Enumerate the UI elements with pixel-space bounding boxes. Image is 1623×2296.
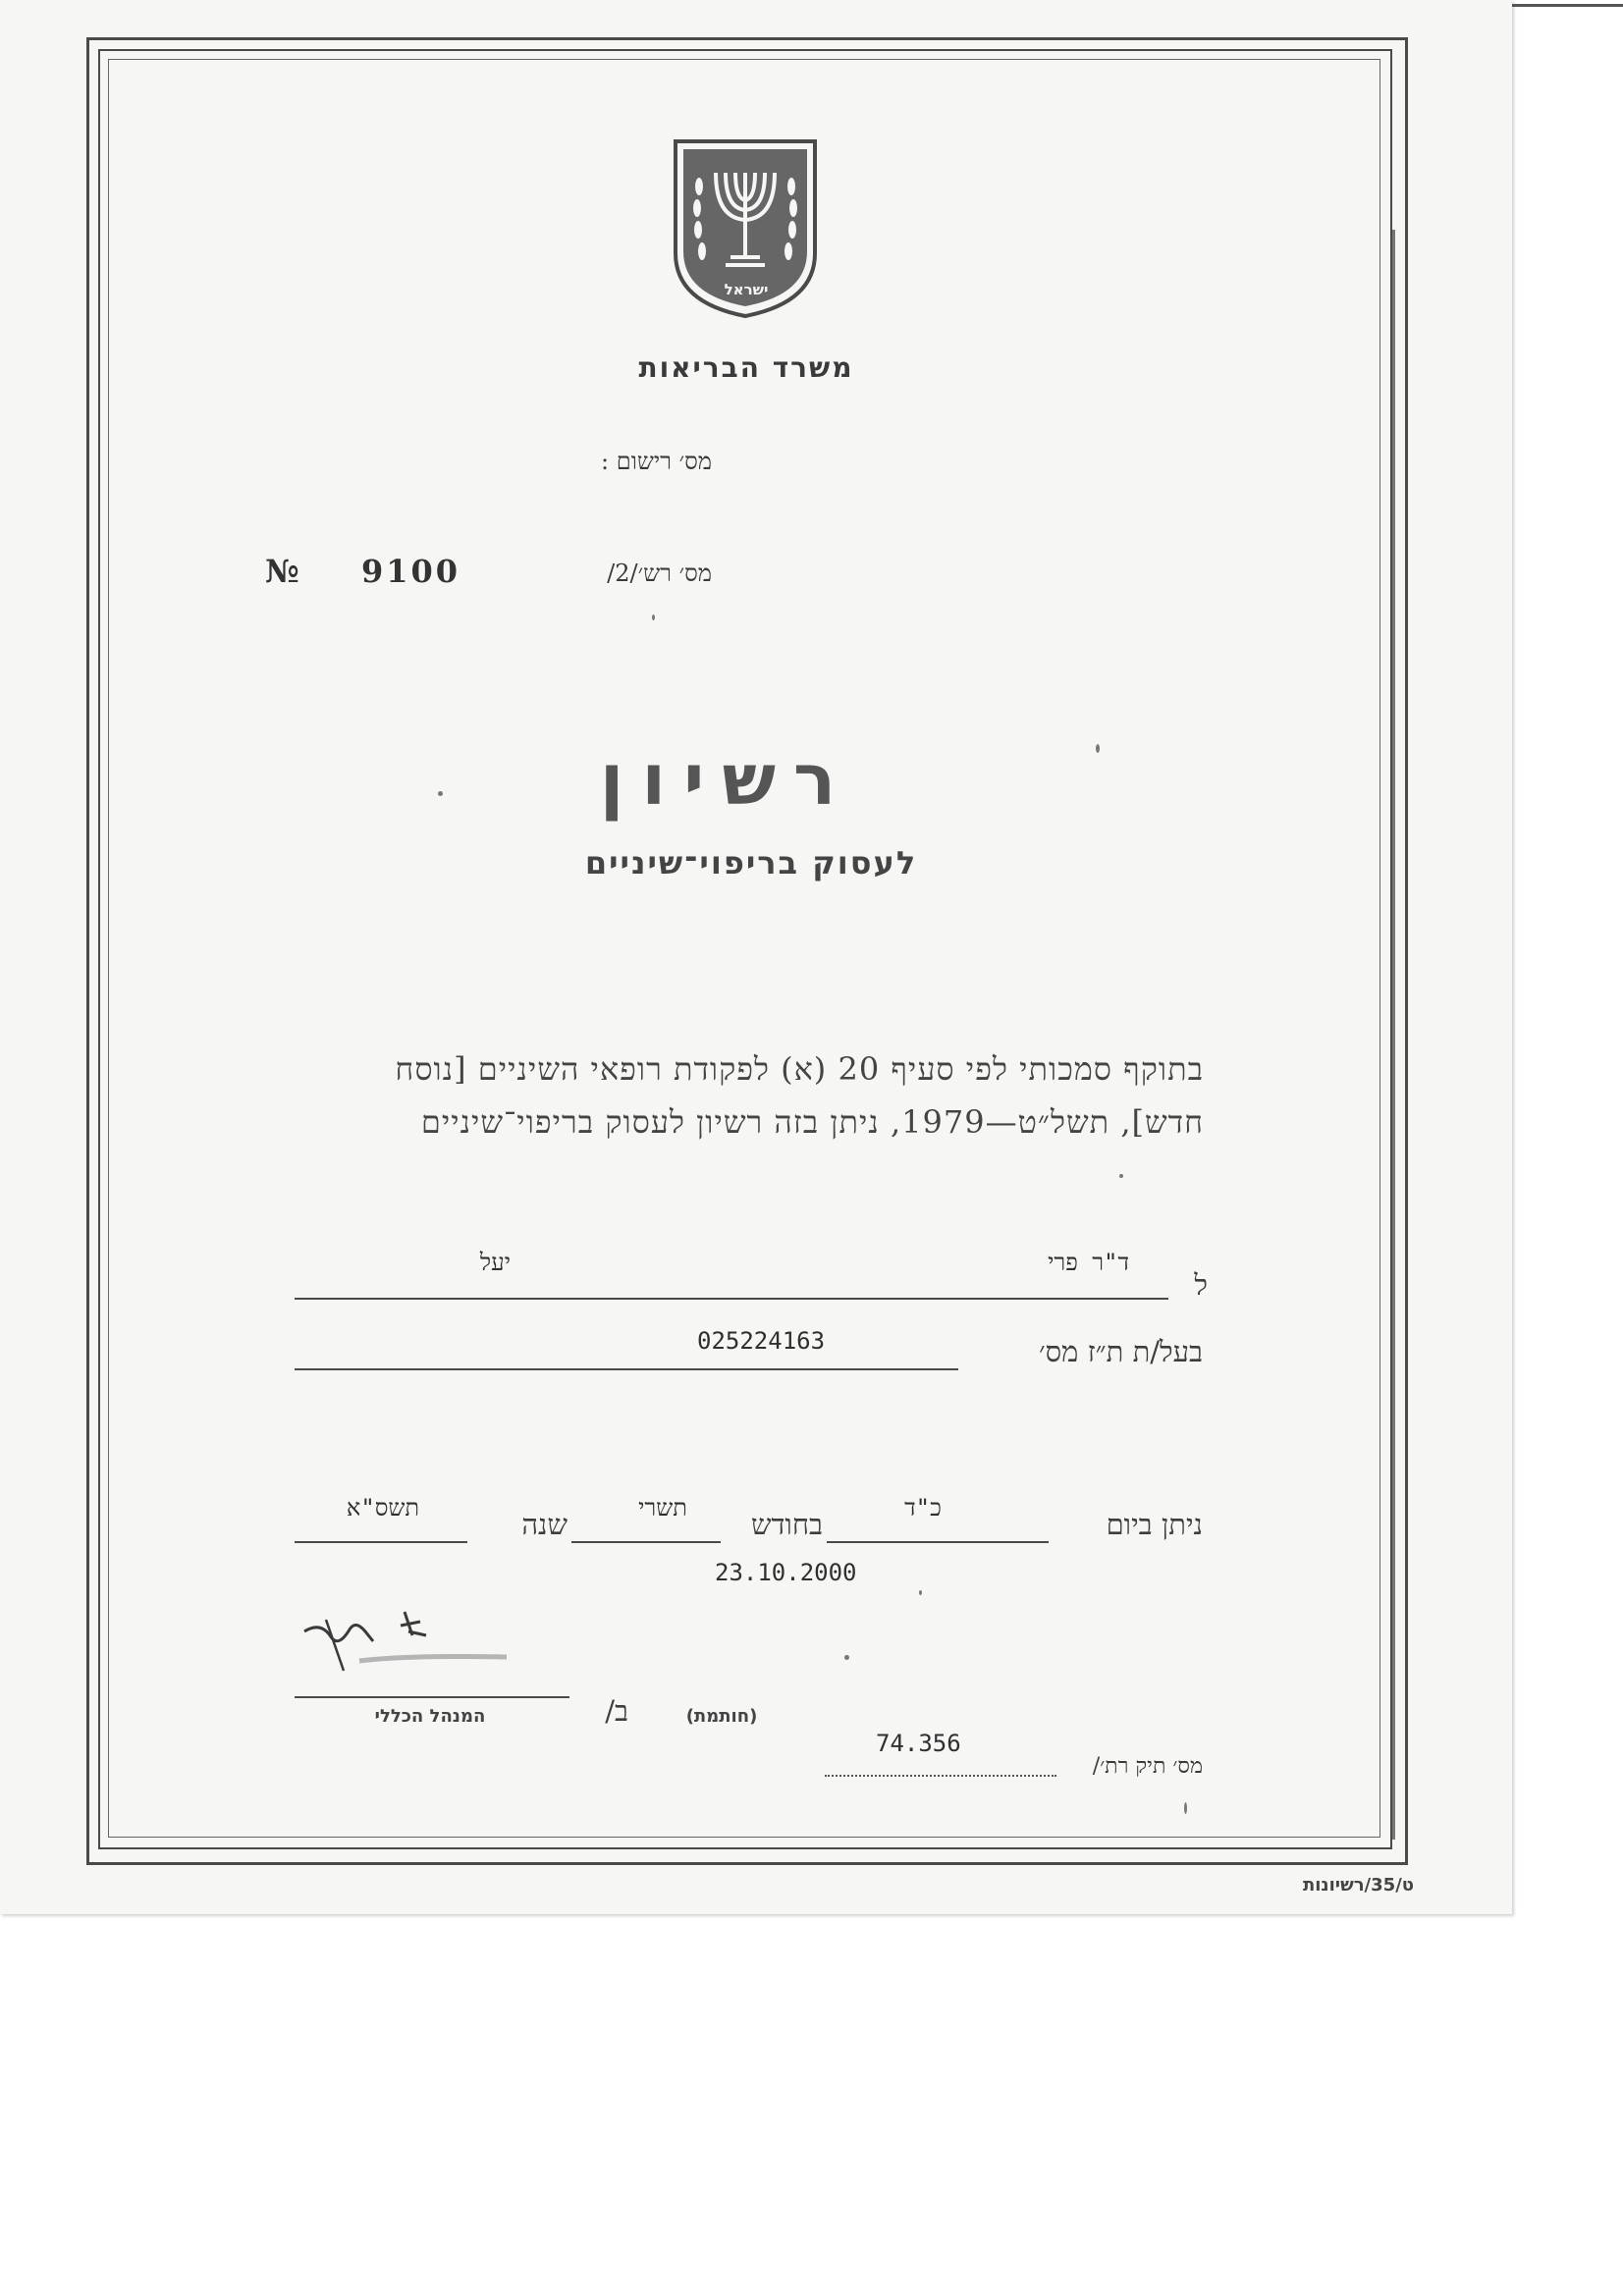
form-code: ט/35/רשיונות: [1302, 1875, 1414, 1896]
scan-edge-line: [1512, 4, 1623, 7]
id-label: בעל/ת ת״ז מס׳: [1038, 1335, 1203, 1368]
issue-year-label: שנה: [521, 1508, 568, 1541]
license-subtitle: לעסוק בריפוי־שיניים: [584, 844, 918, 881]
issue-month-underline: [571, 1541, 721, 1543]
file-number-label: מס׳ תיק רת׳/: [1092, 1754, 1203, 1779]
stamp-label: (חותמת): [685, 1706, 758, 1727]
issue-year-underline: [295, 1541, 467, 1543]
scan-speck: [1184, 1802, 1187, 1814]
file-number-dotted-line: [825, 1775, 1056, 1777]
issue-month-value: תשרי: [638, 1494, 687, 1522]
scan-speck: [438, 791, 443, 796]
body-line-2: חדש], תשל״ט—1979, ניתן בזה רשיון לעסוק בריפוי־שיניים: [420, 1103, 1204, 1141]
recipient-first-name: יעל: [479, 1249, 511, 1276]
issue-day-label: ניתן ביום: [1106, 1508, 1203, 1541]
issue-day-value: כ"ד: [904, 1494, 942, 1522]
signature-mark: [291, 1602, 526, 1682]
file-number-value: 74.356: [876, 1730, 961, 1757]
serial-number-symbol: №: [265, 553, 302, 590]
emblem-lettering: ישראל: [724, 281, 769, 298]
recipient-prefix: ל: [1194, 1268, 1208, 1302]
director-general-label: המנהל הכללי: [374, 1706, 486, 1727]
id-underline: [295, 1368, 958, 1370]
serial-number: 9100: [361, 553, 461, 590]
issue-day-underline: [827, 1541, 1049, 1543]
license-number-label: מס׳ רש׳/2/: [607, 560, 712, 587]
scan-edge-line: [1392, 230, 1395, 1840]
scan-speck: [1119, 1174, 1123, 1178]
issue-month-label: בחודש: [750, 1508, 823, 1541]
scan-speck: [652, 614, 655, 620]
signature-underline: [295, 1696, 569, 1698]
recipient-underline: [295, 1298, 1168, 1300]
scan-speck: [1096, 744, 1100, 753]
registration-number-label: מס׳ רישום :: [601, 448, 712, 475]
scan-speck: [844, 1655, 849, 1660]
issue-gregorian-date: 23.10.2000: [715, 1559, 857, 1586]
signature-per: ב/: [605, 1694, 628, 1728]
scan-speck: [919, 1590, 922, 1595]
body-line-1: בתוקף סמכותי לפי סעיף 20 (א) לפקודת רופאי השיניים [נוסח: [395, 1050, 1204, 1088]
issue-year-value: תשס"א: [346, 1494, 420, 1522]
ministry-name: משרד הבריאות: [638, 351, 854, 384]
recipient-title-surname: ד"ר פרי: [1048, 1249, 1129, 1276]
id-number: 025224163: [697, 1327, 826, 1355]
license-title: רשיון: [599, 738, 854, 821]
